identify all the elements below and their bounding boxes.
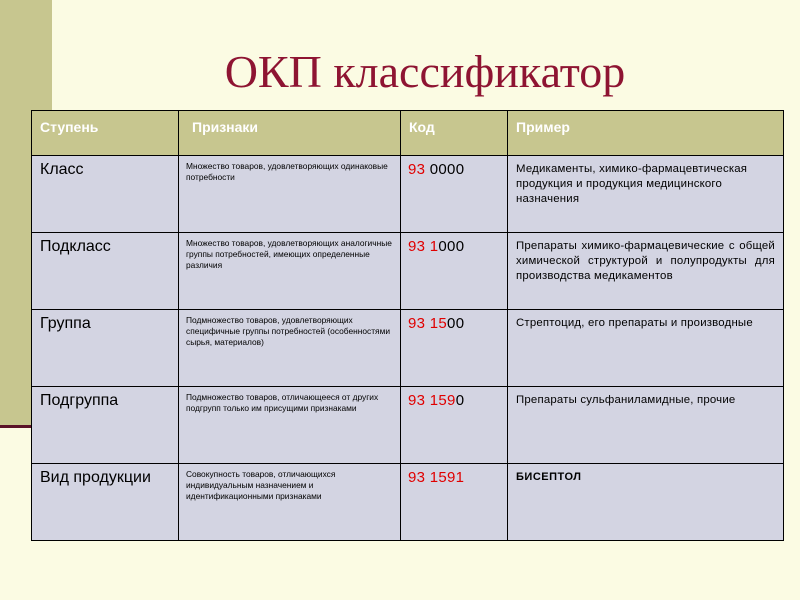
table-row bbox=[32, 387, 784, 464]
example-cell: Препараты сульфаниламидные, прочие bbox=[508, 387, 784, 464]
code-prefix: 93 1591 bbox=[408, 469, 465, 486]
header-stage: Ступень bbox=[32, 111, 179, 156]
header-code: Код bbox=[401, 111, 508, 156]
stage-cell: Класс bbox=[32, 156, 179, 233]
stage-cell: Подгруппа bbox=[32, 387, 179, 464]
code-prefix: 93 15 bbox=[408, 315, 448, 332]
table-row bbox=[32, 464, 784, 541]
features-cell: Подмножество товаров, удовлетворяющих специфичные группы потребностей (особенностями сырья, материалов) bbox=[179, 310, 401, 387]
code-cell bbox=[401, 156, 508, 233]
table-row bbox=[32, 233, 784, 310]
code-cell bbox=[401, 310, 508, 387]
code-suffix: 00 bbox=[447, 315, 465, 332]
code-suffix: 0000 bbox=[425, 161, 465, 178]
stage-cell: Группа bbox=[32, 310, 179, 387]
example-cell: Препараты химико-фармацевические с общей химической структурой и полупродукты для производства медикаментов bbox=[508, 233, 784, 310]
header-features: Признаки bbox=[179, 111, 401, 156]
features-cell: Совокупность товаров, отличающихся индивидуальным назначением и идентификационными признаками bbox=[179, 464, 401, 541]
features-cell: Подмножество товаров, отличающееся от других подгрупп только им присущими признаками bbox=[179, 387, 401, 464]
stage-cell: Подкласс bbox=[32, 233, 179, 310]
table-header-row bbox=[32, 111, 784, 156]
header-example: Пример bbox=[508, 111, 784, 156]
code-cell bbox=[401, 233, 508, 310]
features-cell: Множество товаров, удовлетворяющих аналогичные группы потребностей, имеющих определенные различия bbox=[179, 233, 401, 310]
code-prefix: 93 1 bbox=[408, 238, 439, 255]
example-cell: Медикаменты, химико-фармацевтическая продукция и продукция медицинского назначения bbox=[508, 156, 784, 233]
example-cell: БИСЕПТОЛ bbox=[508, 464, 784, 541]
code-cell bbox=[401, 387, 508, 464]
code-prefix: 93 159 bbox=[408, 392, 456, 409]
table-row bbox=[32, 156, 784, 233]
stage-cell: Вид продукции bbox=[32, 464, 179, 541]
classifier-table bbox=[31, 110, 784, 541]
code-cell bbox=[401, 464, 508, 541]
features-cell: Множество товаров, удовлетворяющих одинаковые потребности bbox=[179, 156, 401, 233]
code-suffix: 0 bbox=[455, 392, 465, 409]
slide-title: ОКП классификатор bbox=[224, 46, 626, 97]
code-prefix: 93 bbox=[408, 161, 426, 178]
table-row bbox=[32, 310, 784, 387]
code-suffix: 000 bbox=[438, 238, 465, 255]
example-cell: Стрептоцид, его препараты и производные bbox=[508, 310, 784, 387]
